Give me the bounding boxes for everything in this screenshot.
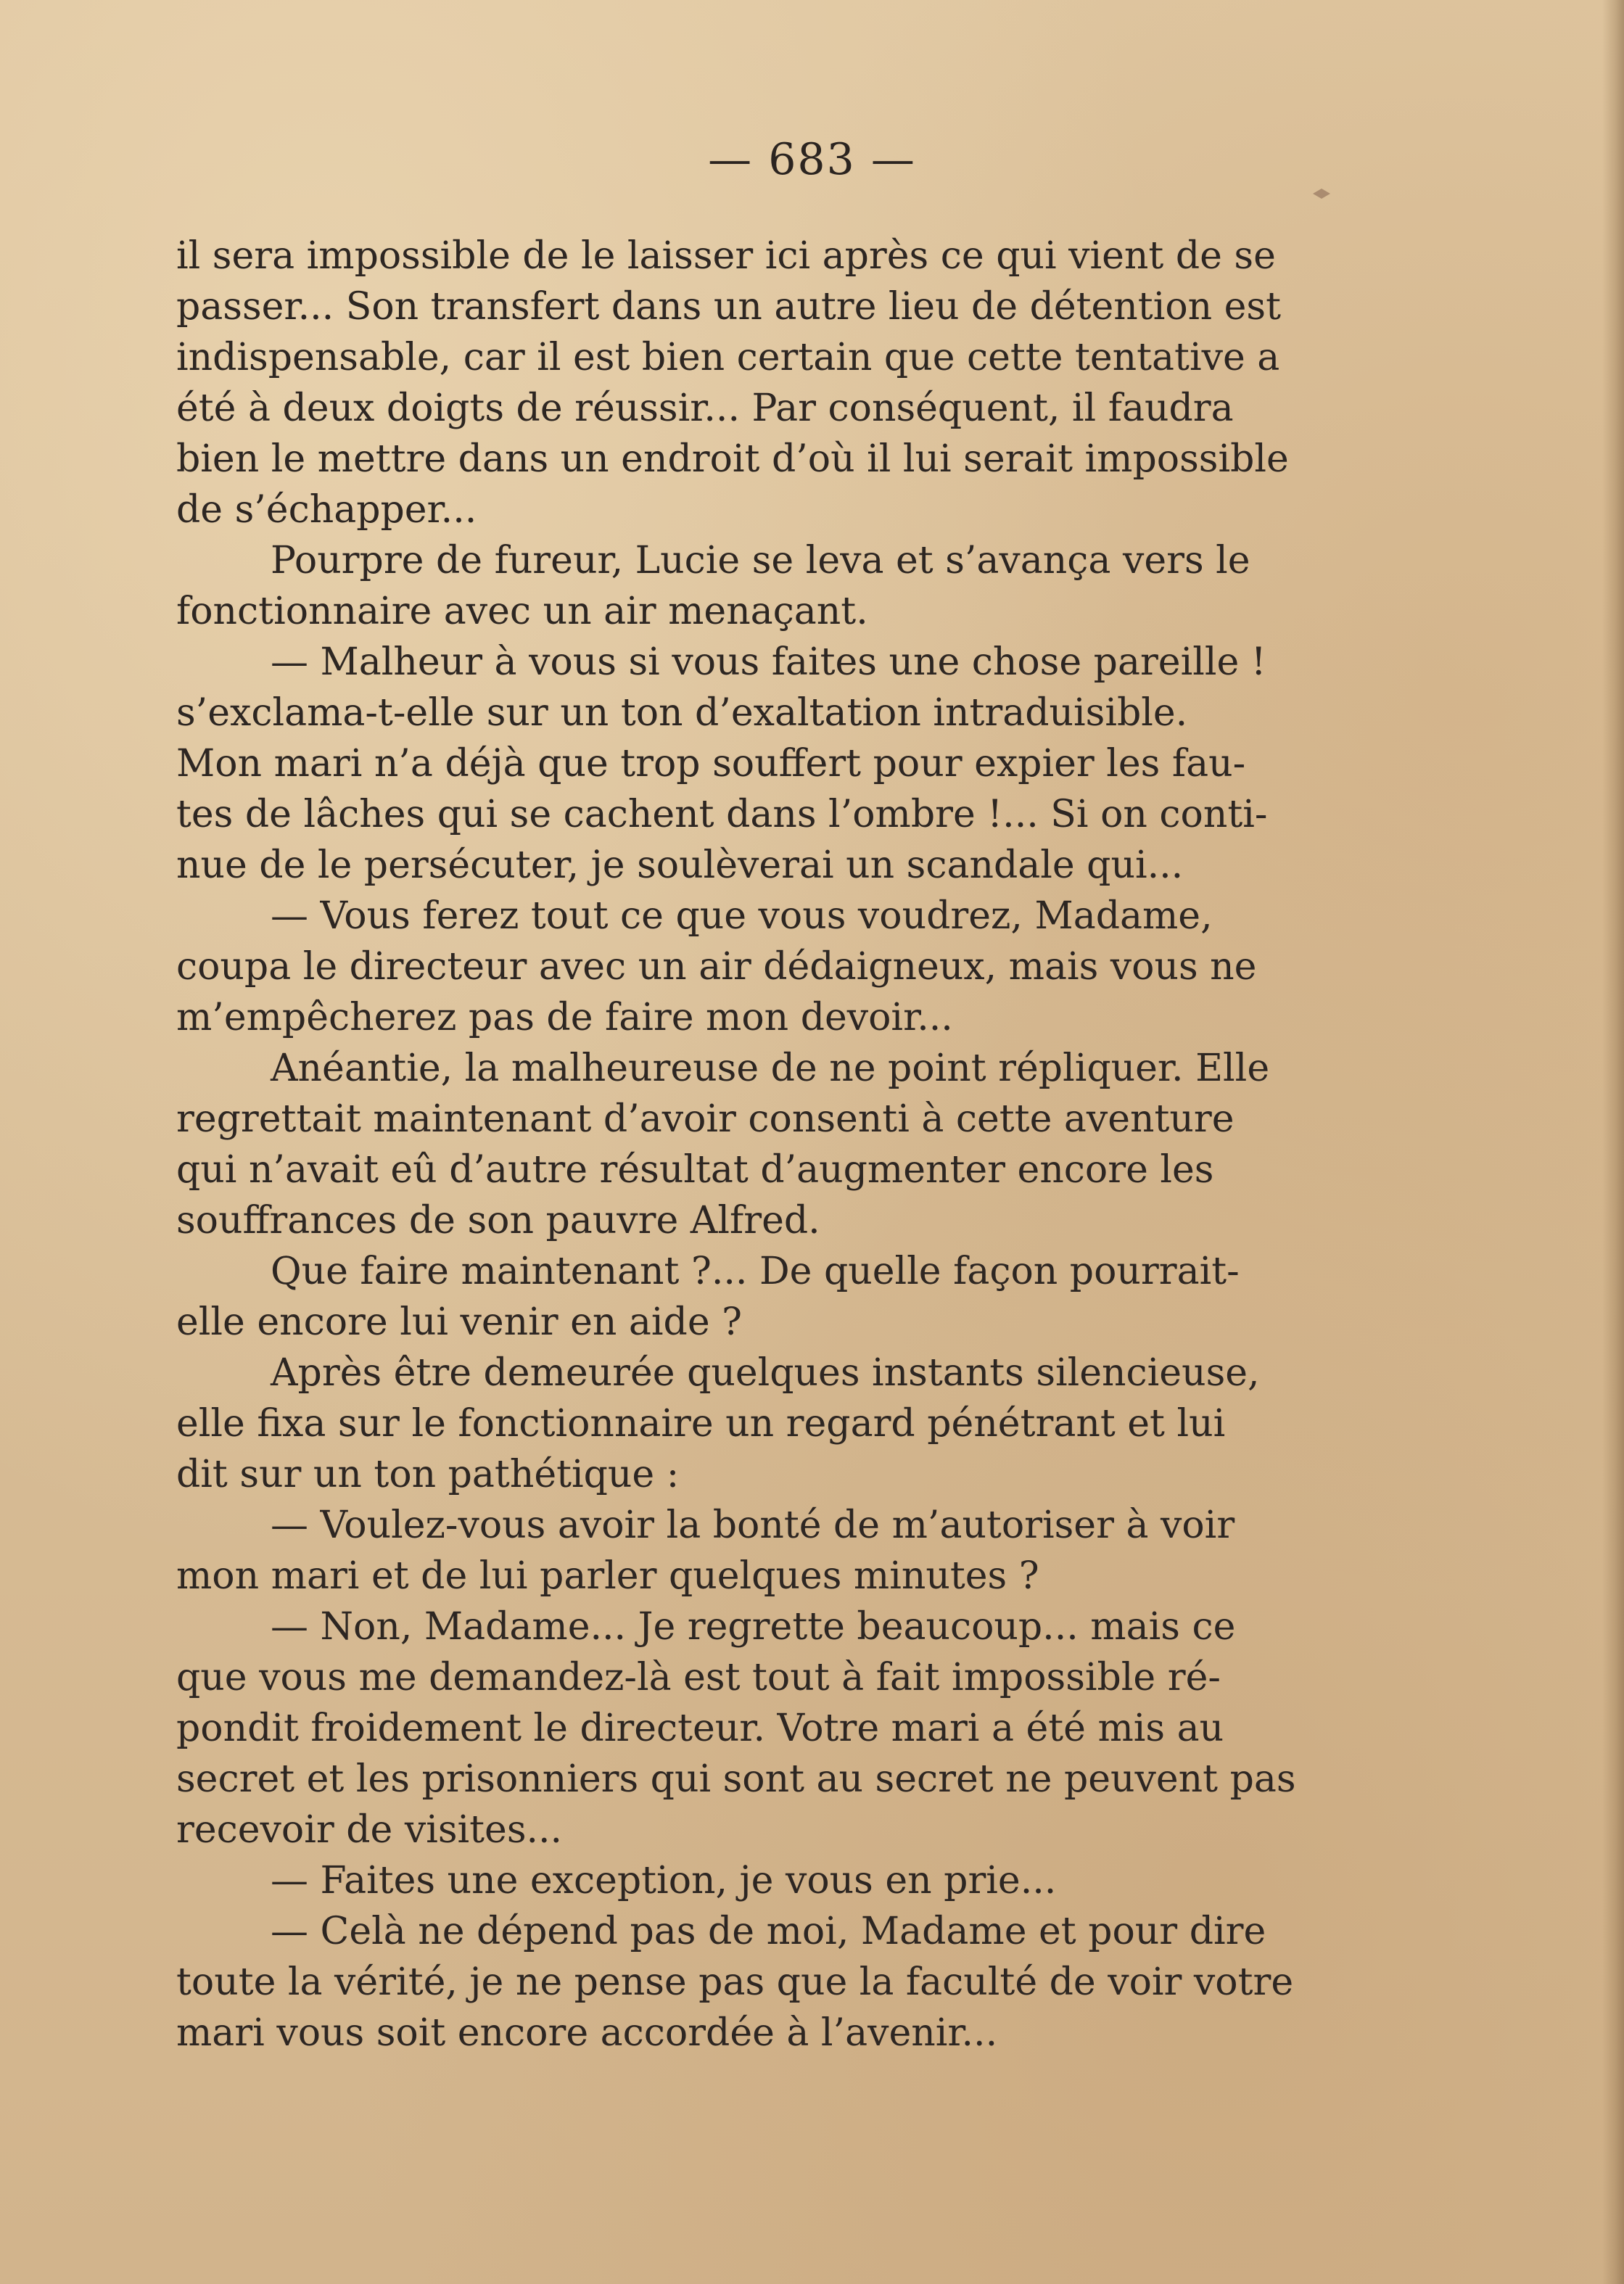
text-line: nue de le persécuter, je soulèverai un scandale qui... — [176, 844, 1184, 887]
page-number: — 683 — — [708, 134, 916, 185]
text-line: pondit froidement le directeur. Votre mari a été mis au — [176, 1707, 1224, 1750]
text-line: Anéantie, la malheureuse de ne point répliquer. Elle — [271, 1047, 1270, 1090]
text-line: mon mari et de lui parler quelques minutes ? — [176, 1554, 1039, 1598]
text-line: indispensable, car il est bien certain que cette tentative a — [176, 336, 1280, 379]
text-line: m’empêcherez pas de faire mon devoir... — [176, 996, 953, 1039]
text-line: — Non, Madame... Je regrette beaucoup... mais ce — [271, 1605, 1236, 1649]
text-line: toute la vérité, je ne pense pas que la faculté de voir votre — [176, 1961, 1294, 2004]
text-line: de s’échapper... — [176, 488, 477, 532]
text-line: — Celà ne dépend pas de moi, Madame et pour dire — [271, 1910, 1266, 1953]
text-line: qui n’avait eû d’autre résultat d’augmenter encore les — [176, 1148, 1214, 1192]
text-line: — Voulez-vous avoir la bonté de m’autoriser à voir — [271, 1504, 1235, 1547]
text-line: — Faites une exception, je vous en prie... — [271, 1859, 1057, 1902]
text-line: passer... Son transfert dans un autre lieu de détention est — [176, 285, 1282, 329]
text-line: mari vous soit encore accordée à l’avenir... — [176, 2011, 998, 2055]
text-line: secret et les prisonniers qui sont au secret ne peuvent pas — [176, 1757, 1296, 1801]
body-text — [176, 231, 1409, 2058]
text-line: Mon mari n’a déjà que trop souffert pour expier les fau- — [176, 742, 1246, 786]
text-line: fonctionnaire avec un air menaçant. — [176, 590, 868, 633]
text-line: — Vous ferez tout ce que vous voudrez, Madame, — [271, 894, 1213, 938]
text-line: dit sur un ton pathétique : — [176, 1453, 680, 1496]
text-line: Pourpre de fureur, Lucie se leva et s’avança vers le — [271, 539, 1250, 582]
text-line: Que faire maintenant ?... De quelle façon pourrait- — [271, 1250, 1240, 1293]
text-line: — Malheur à vous si vous faites une chose pareille ! — [271, 640, 1266, 684]
text-line: Après être demeurée quelques instants silencieuse, — [271, 1351, 1260, 1395]
printer-ornament-icon — [1311, 187, 1332, 200]
text-line: coupa le directeur avec un air dédaigneux, mais vous ne — [176, 945, 1257, 989]
text-line: elle fixa sur le fonctionnaire un regard pénétrant et lui — [176, 1402, 1226, 1446]
text-line: recevoir de visites... — [176, 1808, 563, 1852]
text-line: bien le mettre dans un endroit d’où il lui serait impossible — [176, 437, 1289, 481]
text-line: souffrances de son pauvre Alfred. — [176, 1199, 820, 1242]
text-line: il sera impossible de le laisser ici après ce qui vient de se — [176, 234, 1276, 278]
text-line: s’exclama-t-elle sur un ton d’exaltation intraduisible. — [176, 691, 1188, 735]
text-line: elle encore lui venir en aide ? — [176, 1300, 743, 1344]
text-line: regrettait maintenant d’avoir consenti à cette aventure — [176, 1097, 1235, 1141]
text-line: tes de lâches qui se cachent dans l’ombre !... Si on conti- — [176, 793, 1268, 836]
text-line: été à deux doigts de réussir... Par conséquent, il faudra — [176, 387, 1234, 430]
text-line: que vous me demandez-là est tout à fait impossible ré- — [176, 1656, 1221, 1699]
page-edge-shadow — [1602, 0, 1624, 2284]
